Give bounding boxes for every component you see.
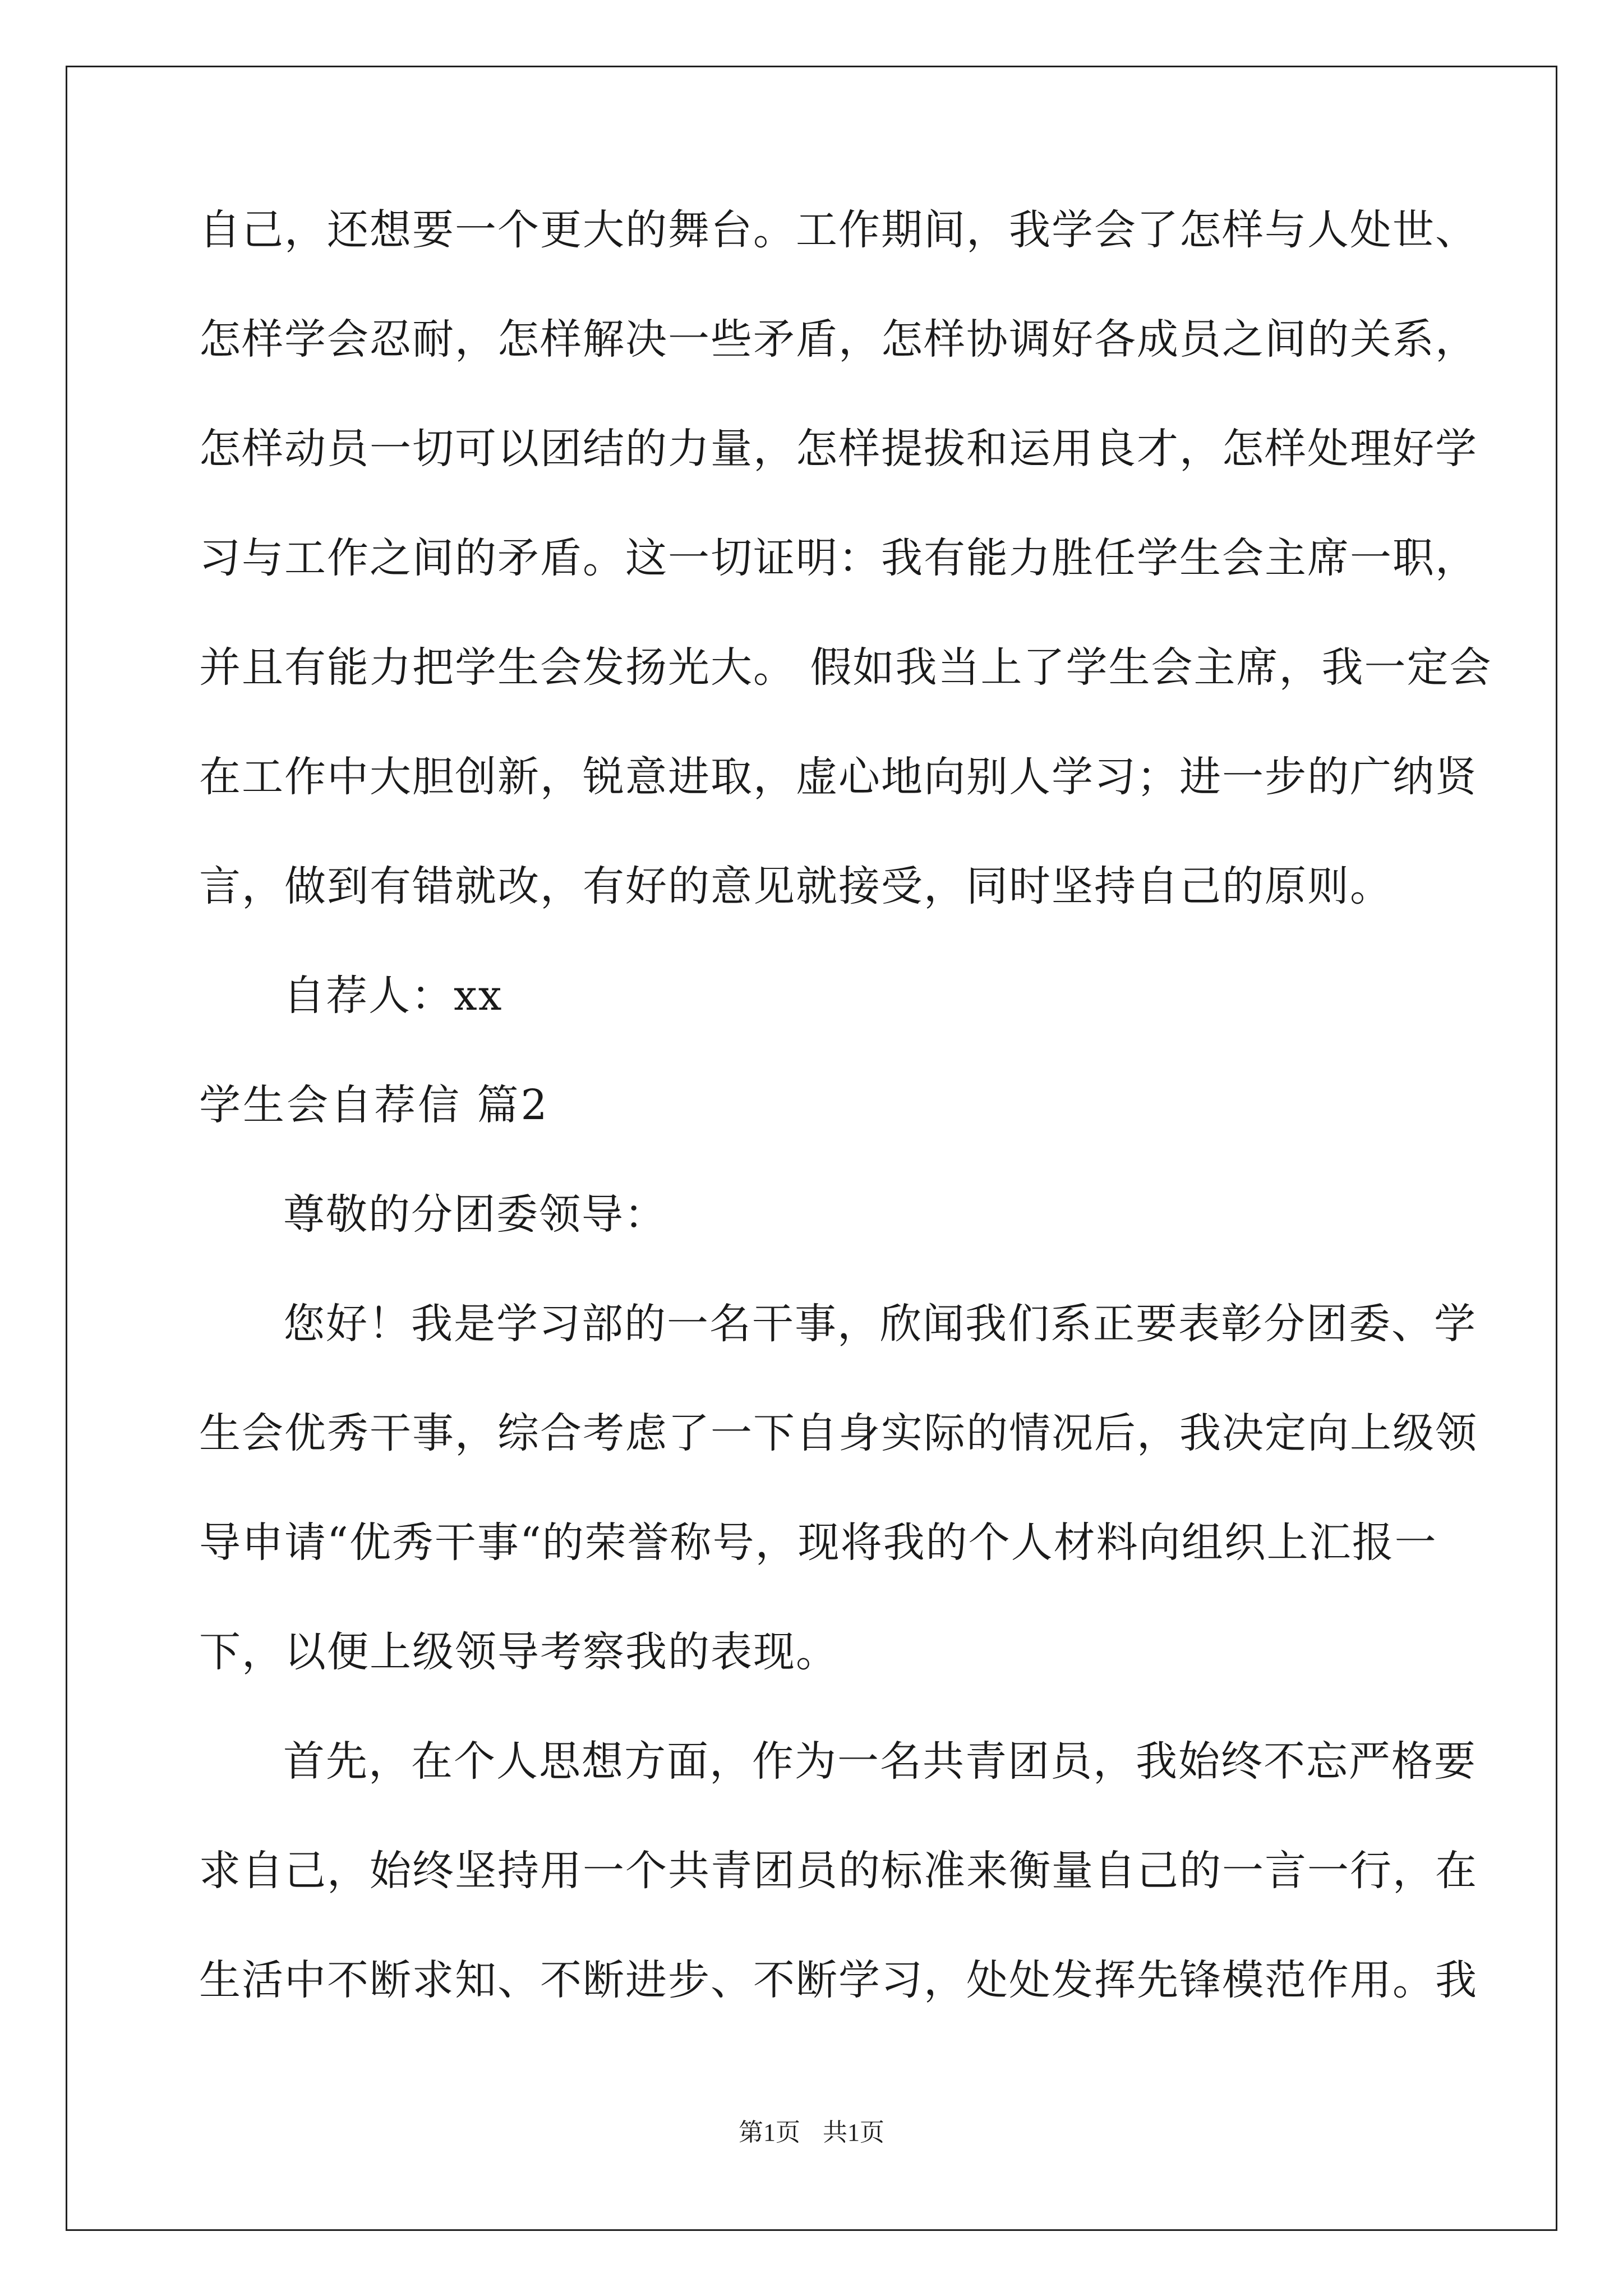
body-line: 求自己，始终坚持用一个共青团员的标准来衡量自己的一言一行，在: [199, 1847, 1478, 1895]
body-line: 生会优秀干事，综合考虑了一下自身实际的情况后，我决定向上级领: [199, 1409, 1478, 1457]
page-footer: [0, 2116, 1623, 2150]
body-line: 下，以便上级领导考察我的表现。: [199, 1628, 838, 1676]
body-line: 在工作中大胆创新，锐意进取，虚心地向别人学习；进一步的广纳贤: [199, 753, 1478, 801]
body-line: 言，做到有错就改，有好的意见就接受，同时坚持自己的原则。: [199, 862, 1393, 910]
page-number-total: 共1页: [823, 2119, 884, 2146]
body-line: 怎样动员一切可以团结的力量，怎样提拔和运用良才，怎样处理好学: [199, 425, 1478, 473]
section-heading: 学生会自荐信 篇2: [199, 1081, 550, 1129]
body-line: 自己，还想要一个更大的舞台。工作期间，我学会了怎样与人处世、: [199, 206, 1478, 254]
body-line: 导申请“优秀干事“的荣誉称号，现将我的个人材料向组织上汇报一: [199, 1519, 1437, 1567]
body-line: 并且有能力把学生会发扬光大。 假如我当上了学生会主席，我一定会: [199, 643, 1492, 692]
body-line: 首先，在个人思想方面，作为一名共青团员，我始终不忘严格要: [283, 1737, 1477, 1786]
salutation: 尊敬的分团委领导：: [283, 1190, 667, 1239]
page-border: [66, 66, 1557, 2231]
body-line: 怎样学会忍耐，怎样解决一些矛盾，怎样协调好各成员之间的关系，: [199, 315, 1478, 364]
body-line: 您好！我是学习部的一名干事，欣闻我们系正要表彰分团委、学: [283, 1300, 1477, 1348]
body-line: 生活中不断求知、不断进步、不断学习，处处发挥先锋模范作用。我: [199, 1956, 1478, 2004]
signature-line: 自荐人：xx: [283, 972, 503, 1020]
page-number-current: 第1页: [739, 2119, 800, 2146]
body-line: 习与工作之间的矛盾。这一切证明：我有能力胜任学生会主席一职，: [199, 534, 1478, 582]
